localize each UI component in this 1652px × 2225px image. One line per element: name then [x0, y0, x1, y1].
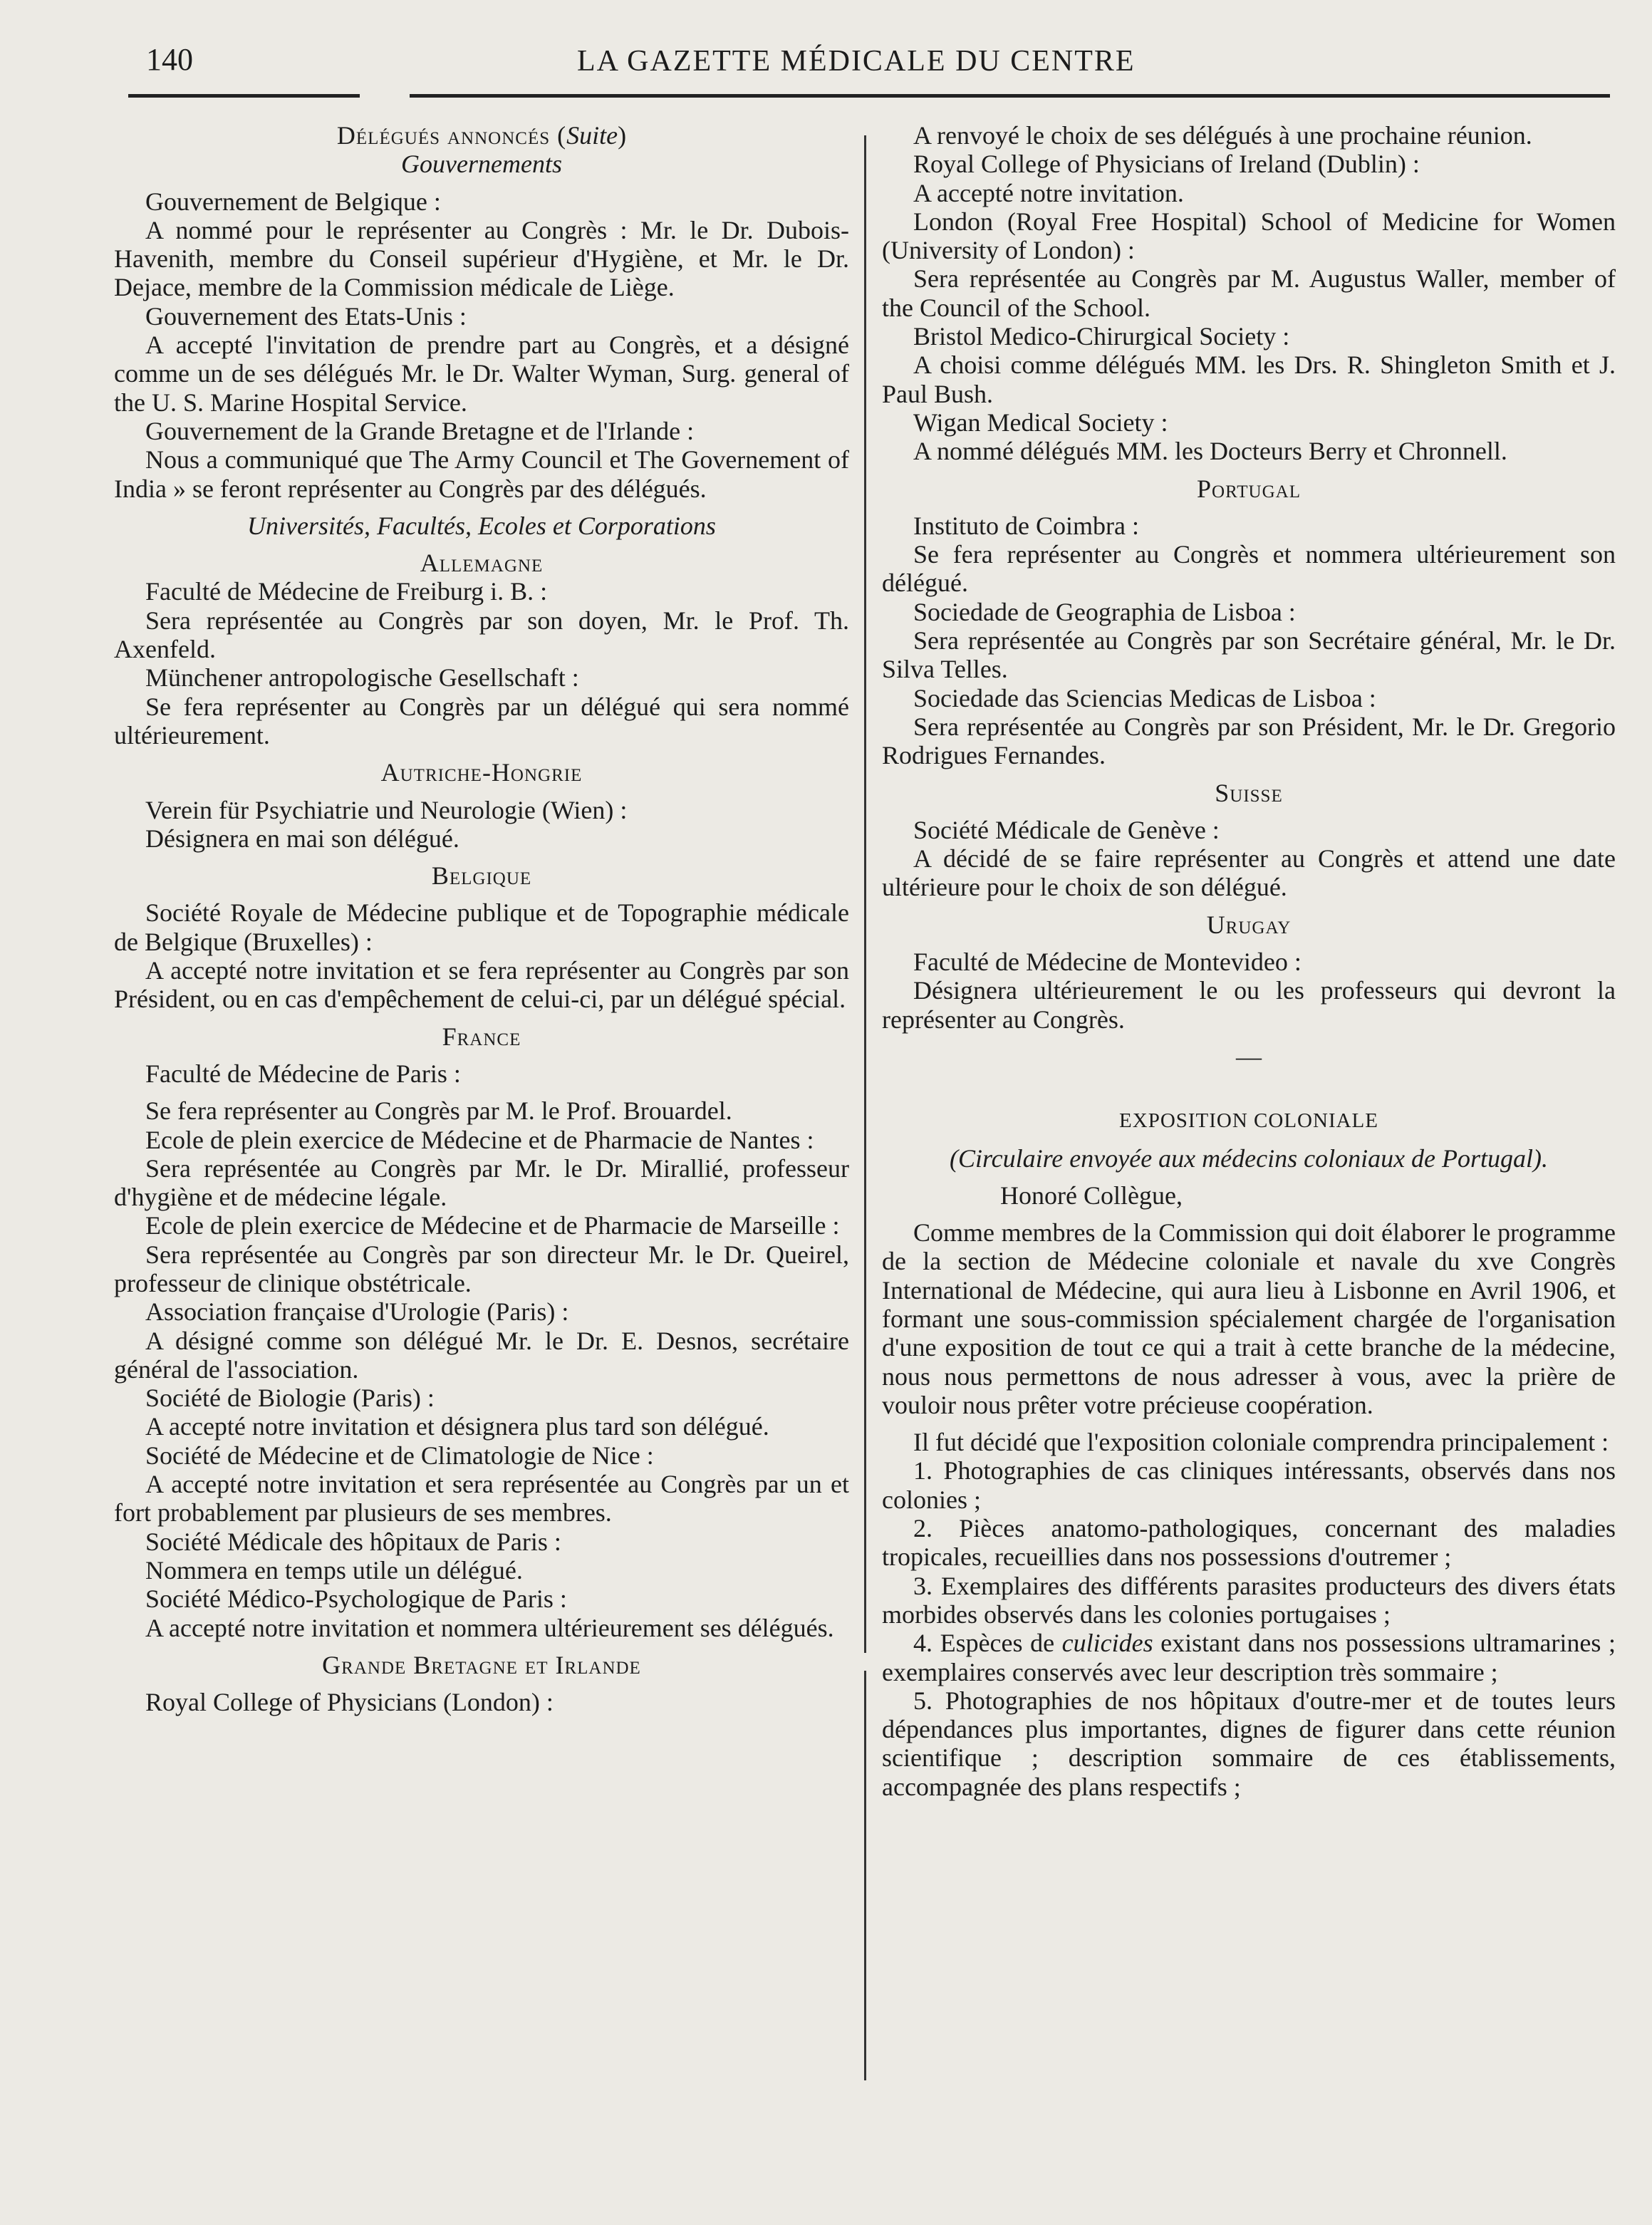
entry-title: Ecole de plein exercice de Médecine et de Pharmacie de Nantes : [145, 1125, 814, 1154]
entry-title: Royal College of Physicians of Ireland (Dublin) : [913, 150, 1420, 179]
country-heading: Allemagne [420, 549, 544, 578]
entry-title: Faculté de Médecine de Freiburg i. B. : [145, 577, 548, 606]
circular-paragraph: Comme membres de la Commission qui doit élaborer le programme de la section de Médecine coloniale et navale du xve Congrès International de Médecine, qui aura lieu à Lisbonne en Avril 1906, et formant une sous-commission spécialement chargée de l'organisation d'une exposition de tout ce qui a trait à cette branche de la médecine, nous nous permettons de nous adresser à vous, avec la prière de vouloir nous prêter votre précieuse coopération. [882, 1218, 1616, 1419]
entry-title: Verein für Psychiatrie und Neurologie (Wien) : [145, 795, 628, 824]
entry-title: Association française d'Urologie (Paris) : [145, 1297, 569, 1327]
country-heading: Suisse [1215, 778, 1283, 807]
section-separator: — [1236, 1042, 1262, 1071]
entry-text: A décidé de se faire représenter au Congrès et attend une date ultérieure pour le choix de son délégué. [882, 844, 1616, 902]
entry-text: Sera représentée au Congrès par M. Augustus Waller, member of the Council of the School. [882, 264, 1616, 322]
entry-text: A désigné comme son délégué Mr. le Dr. E. Desnos, secrétaire général de l'association. [114, 1326, 849, 1384]
country-heading: Portugal [1197, 474, 1301, 503]
list-item: 4. Espèces de culicides existant dans nos possessions ultramarines ; exemplaires conservés avec leur description très sommaire ; [882, 1629, 1616, 1686]
header-rule-right [410, 94, 1610, 98]
entry-title: Société Médicale des hôpitaux de Paris : [145, 1527, 561, 1556]
left-column [114, 121, 849, 1716]
entry-text: A accepté l'invitation de prendre part au Congrès, et a désigné comme un de ses délégués Mr. le Dr. Walter Wyman, Surg. general of the U. S. Marine Hospital Service. [114, 331, 849, 417]
header-rule-left [128, 94, 360, 98]
entry-text: Sera représentée au Congrès par Mr. le Dr. Mirallié, professeur d'hygiène et de médecine légale. [114, 1153, 849, 1212]
entry-title: Royal College of Physicians (London) : [145, 1688, 554, 1717]
entry-title: Société Royale de Médecine publique et de Topographie médicale de Belgique (Bruxelles) : [114, 898, 849, 956]
entry-text: Se fera représenter au Congrès par un délégué qui sera nommé ultérieurement. [114, 692, 849, 750]
entry-title: Société Médico-Psychologique de Paris : [145, 1585, 567, 1614]
right-column [882, 121, 1616, 1801]
entry-title: Münchener antropologische Gesellschaft : [145, 663, 579, 693]
entry-text: Se fera représenter au Congrès par M. le Prof. Brouardel. [145, 1096, 732, 1126]
column-divider-lower [864, 1671, 866, 2080]
exposition-subheading: (Circulaire envoyée aux médecins coloniaux de Portugal). [949, 1143, 1549, 1173]
subheading-universites: Universités, Facultés, Ecoles et Corporations [247, 511, 716, 540]
entry-text: A accepté notre invitation et désignera plus tard son délégué. [145, 1412, 769, 1441]
list-item: 5. Photographies de nos hôpitaux d'outre-mer et de toutes leurs dépendances plus importantes, dignes de figurer dans cette réunion scientifique ; description sommaire de ces établissements, accompagnée des plans respectifs ; [882, 1686, 1616, 1801]
section-heading: Délégués annoncés (Suite) [336, 121, 627, 150]
salutation: Honoré Collègue, [1000, 1181, 1183, 1210]
entry-title: Société de Médecine et de Climatologie de Nice : [145, 1441, 654, 1470]
country-heading: France [442, 1022, 521, 1051]
page-number: 140 [146, 42, 193, 77]
entry-text: Nommera en temps utile un délégué. [145, 1555, 523, 1585]
entry-text: Se fera représenter au Congrès et nommera ultérieurement son délégué. [882, 540, 1616, 598]
list-item: 1. Photographies de cas cliniques intéressants, observés dans nos colonies ; [882, 1456, 1616, 1514]
entry-title: Faculté de Médecine de Paris : [145, 1059, 461, 1088]
entry-text: A nommé pour le représenter au Congrès : Mr. le Dr. Dubois-Havenith, membre du Conseil supérieur d'Hygiène, et Mr. le Dr. Dejace, membre de la Commission médicale de Liège. [114, 215, 849, 302]
entry-title: Sociedade das Sciencias Medicas de Lisboa : [913, 683, 1376, 712]
entry-text: Sera représentée au Congrès par son doyen, Mr. le Prof. Th. Axenfeld. [114, 606, 849, 664]
entry-text: A accepté notre invitation et sera représentée au Congrès par un et fort probablement par plusieurs de ses membres. [114, 1470, 849, 1528]
journal-title: LA GAZETTE MÉDICALE DU CENTRE [577, 45, 1136, 78]
entry-text: A accepté notre invitation et nommera ultérieurement ses délégués. [145, 1613, 834, 1642]
entry-title: Société Médicale de Genève : [913, 815, 1220, 844]
entry-title: Sociedade de Geographia de Lisboa : [913, 597, 1296, 626]
country-heading: Autriche-Hongrie [380, 758, 583, 787]
entry-text: A choisi comme délégués MM. les Drs. R. Shingleton Smith et J. Paul Bush. [882, 351, 1616, 408]
country-heading: Urugay [1206, 910, 1292, 939]
entry-text: A nommé délégués MM. les Docteurs Berry et Chronnell. [913, 437, 1507, 466]
entry-title: Wigan Medical Society : [913, 408, 1168, 437]
entry-text: Désignera ultérieurement le ou les professeurs qui devront la représenter au Congrès. [882, 976, 1616, 1034]
entry-title: Société de Biologie (Paris) : [145, 1384, 435, 1413]
entry-text: A accepté notre invitation. [913, 178, 1184, 207]
entry-title: Gouvernement des Etats-Unis : [145, 301, 467, 331]
entry-text: Sera représentée au Congrès par son directeur Mr. le Dr. Queirel, professeur de clinique obstétricale. [114, 1240, 849, 1297]
entry-title: Bristol Medico-Chirurgical Society : [913, 322, 1290, 351]
entry-text: Désignera en mai son délégué. [145, 824, 459, 853]
subheading-gouvernements: Gouvernements [401, 150, 562, 179]
column-divider [864, 135, 866, 1653]
list-item: 2. Pièces anatomo-pathologiques, concernant des maladies tropicales, recueillies dans nos possessions d'outremer ; [882, 1514, 1616, 1572]
country-heading: Belgique [431, 861, 532, 891]
entry-title: Instituto de Coimbra : [913, 511, 1139, 540]
entry-title: Gouvernement de Belgique : [145, 187, 441, 216]
entry-title: Gouvernement de la Grande Bretagne et de l'Irlande : [145, 416, 695, 445]
list-item: 3. Exemplaires des différents parasites producteurs des divers états morbides observés dans les colonies portugaises ; [882, 1571, 1616, 1629]
exposition-heading: EXPOSITION COLONIALE [1119, 1109, 1378, 1133]
entry-title: London (Royal Free Hospital) School of Medicine for Women (University of London) : [882, 207, 1616, 265]
circular-paragraph: Il fut décidé que l'exposition coloniale comprendra principalement : [913, 1428, 1609, 1457]
country-heading: Grande Bretagne et Irlande [322, 1650, 641, 1679]
entry-text: Sera représentée au Congrès par son Président, Mr. le Dr. Gregorio Rodrigues Fernandes. [882, 712, 1616, 770]
entry-text: A renvoyé le choix de ses délégués à une prochaine réunion. [913, 121, 1532, 150]
entry-title: Faculté de Médecine de Montevideo : [913, 948, 1302, 977]
entry-text: Sera représentée au Congrès par son Secrétaire général, Mr. le Dr. Silva Telles. [882, 626, 1616, 684]
entry-text: Nous a communiqué que The Army Council et The Governement of India » se feront représenter au Congrès par des délégués. [114, 445, 849, 503]
entry-text: A accepté notre invitation et se fera représenter au Congrès par son Président, ou en cas d'empêchement de celui-ci, par un délégué spécial. [114, 956, 849, 1014]
entry-title: Ecole de plein exercice de Médecine et de Pharmacie de Marseille : [145, 1211, 840, 1240]
